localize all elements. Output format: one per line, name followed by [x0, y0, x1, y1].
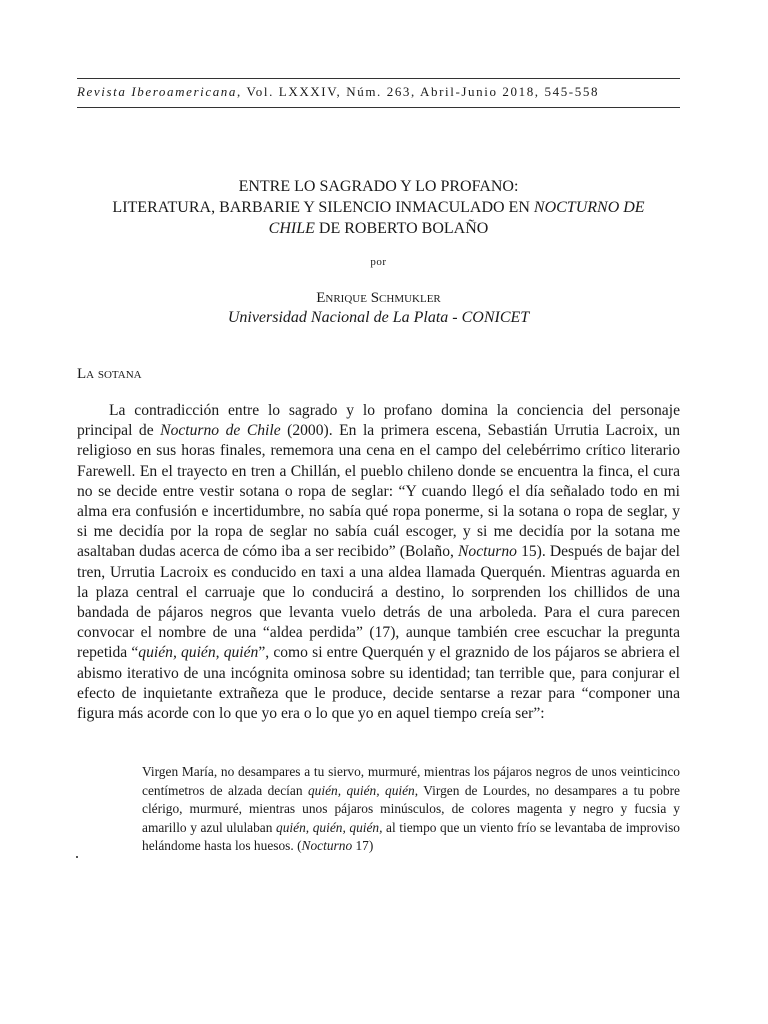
title-line-3 — [77, 218, 680, 239]
header-top-rule — [77, 78, 680, 79]
quote-italic-1: quién, quién, quién — [307, 782, 415, 798]
page-mark-dot — [76, 856, 78, 858]
paragraph-text-3: 15). Después de bajar del tren, Urrutia Lacroix es conducido en taxi a una aldea llamada Querquén. Mientras aguarda en la plaza central el carruaje que lo conducirá a destino, lo sorprenden los chillidos de una bandada de pájaros negros que levanta vuelo detrás de una arboleda. Para el cura parecen convocar el nombre de una “aldea perdida” (17), aunque también cree escuchar la pregunta repetida “ — [77, 543, 680, 662]
title-line-1: ENTRE LO SAGRADO Y LO PROFANO: — [238, 178, 519, 195]
title-line-2 — [77, 197, 680, 218]
quote-title-ref: Nocturno — [301, 838, 353, 853]
paragraph-title-ref-2: Nocturno — [458, 543, 517, 561]
title-line-3-italic: CHILE — [268, 220, 315, 237]
author-block — [77, 288, 680, 328]
running-header — [77, 84, 680, 100]
journal-volume-info: , Vol. LXXXIV, Núm. 263, Abril-Junio 2018, 545-558 — [237, 84, 600, 99]
author-name: Enrique Schmukler — [316, 290, 441, 306]
journal-name: Revista Iberoamericana — [77, 84, 237, 99]
block-quote — [142, 763, 680, 856]
paragraph-text-2: (2000). En la primera escena, Sebastián Urrutia Lacroix, un religioso en sus horas finales, rememora una cena en el campo del celebérrimo crítico literario Farewell. En el trayecto en tren a Chillán, el pueblo chileno donde se encuentra la finca, el cura no se decide entre vestir sotana o ropa de seglar: “Y cuando llegó el día señalado todo en mi alma era confusión e incertidumbre, no sabía qué ropa ponerme, si la sotana o ropa de seglar, y si me decidía por la ropa de seglar no sabía cuál escoger, y si me decidía por la sotana me asaltaban dudas acerca de cómo iba a ser recibido” (Bolaño, — [77, 422, 680, 561]
paragraph-title-ref-1: Nocturno de Chile — [160, 422, 281, 440]
title-line-2-italic: NOCTURNO DE — [533, 199, 645, 216]
quote-text-2: , Virgen de Lourdes, no desampares a tu pobre clérigo, murmuré, mientras unos pájaros minúsculos, de colores magenta y negro y fucsia y amarillo y azul ululaban — [142, 782, 680, 835]
paragraph-text-4: ”, como si entre Querquén y el graznido de los pájaros se abriera el abismo iterativo de una incógnita ominosa sobre su identidad; tan terrible que, para conjurar el efecto de inquietante extrañeza que le produce, decide sentarse a rezar para “componer una figura más acorde con lo que yo era o lo que yo en aquel tiempo creía ser”: — [77, 644, 680, 723]
title-line-2-text: LITERATURA, BARBARIE Y SILENCIO INMACULADO EN — [112, 199, 534, 216]
quote-text-3: al tiempo que un viento frío se levantaba de improviso helándome hasta los huesos. ( — [142, 819, 681, 853]
journal-citation — [77, 84, 599, 100]
paragraph-text-1: La contradicción entre lo sagrado y lo profano domina la conciencia del personaje principal de — [77, 402, 680, 440]
paragraph-italic-phrase: quién, quién, quién — [138, 644, 259, 662]
author-affiliation: Universidad Nacional de La Plata - CONICET — [227, 309, 530, 326]
title-line-3-text: DE ROBERTO BOLAÑO — [314, 220, 489, 237]
body-paragraph — [77, 401, 680, 724]
quote-text-1: Virgen María, no desampares a tu siervo, murmuré, mientras los pájaros negros de unos veinticinco centímetros de alzada decían — [142, 764, 680, 798]
section-heading: La sotana — [77, 366, 142, 382]
byline-por: por — [370, 256, 387, 268]
quote-text-4: 17) — [352, 838, 374, 853]
article-title — [77, 176, 680, 239]
header-bottom-rule — [77, 107, 680, 108]
quote-italic-2: quién, quién, quién, — [276, 819, 383, 835]
